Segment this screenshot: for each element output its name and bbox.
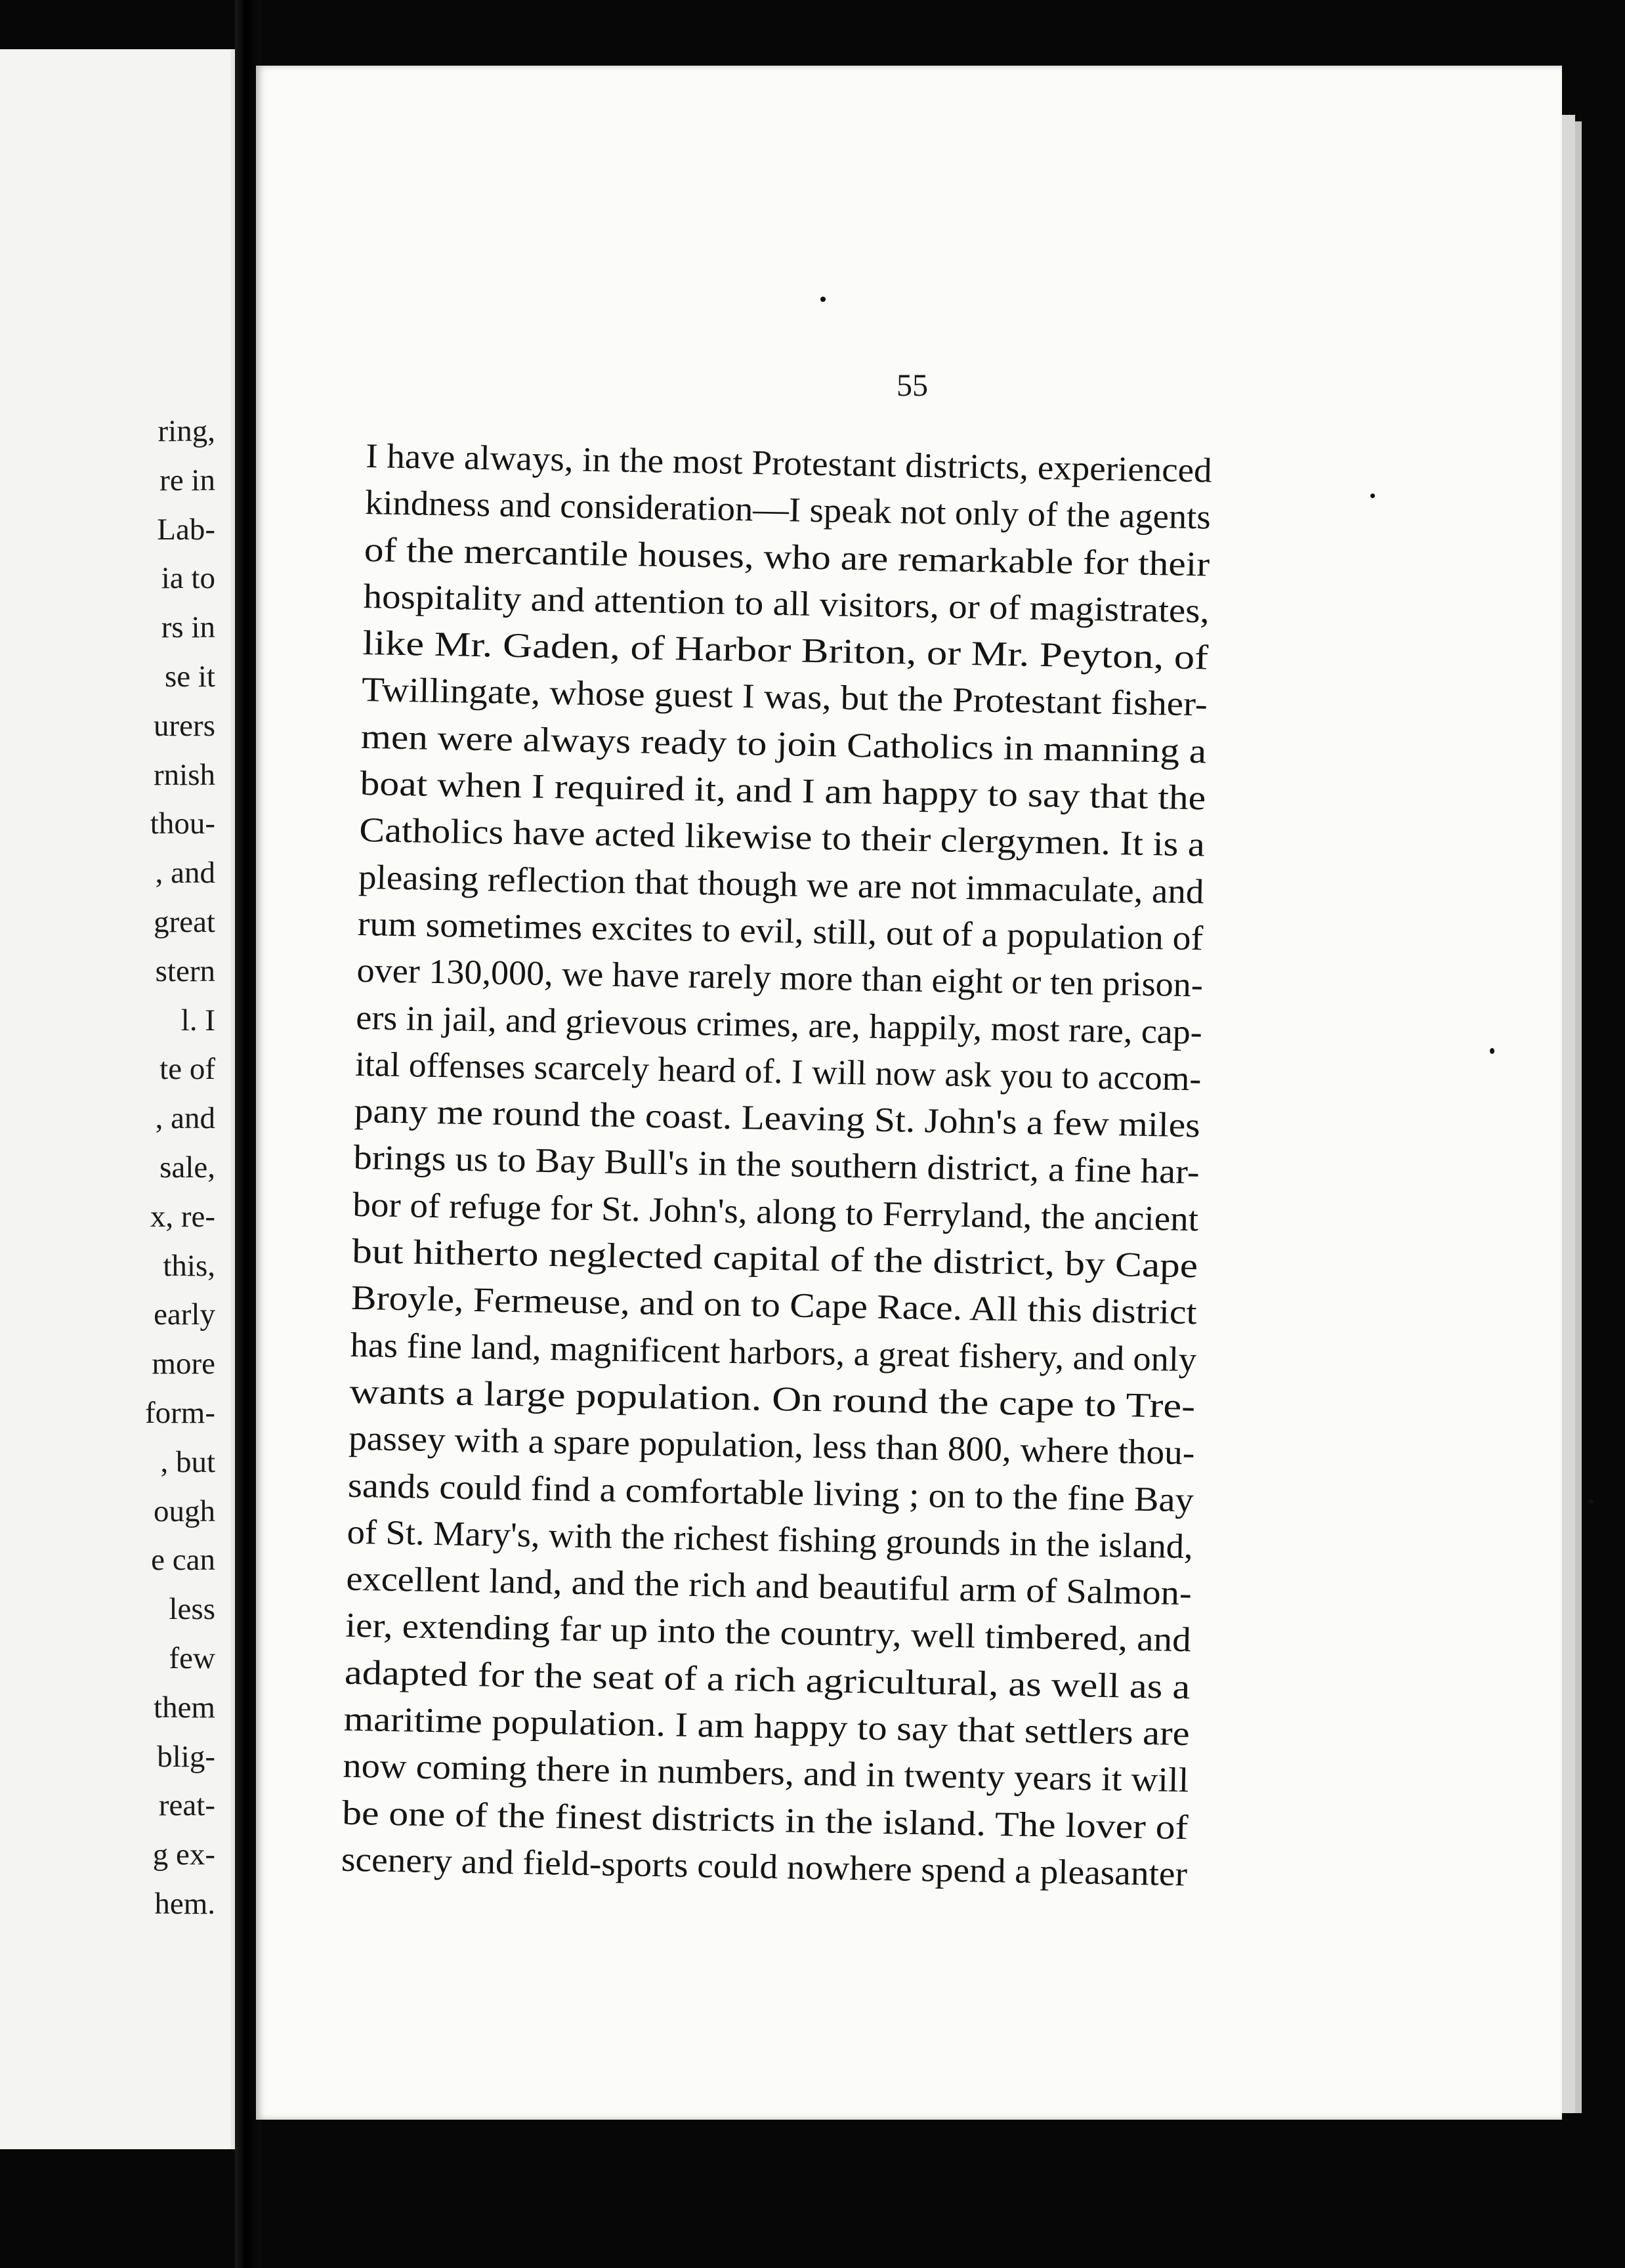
left-page-line: this, (163, 1248, 215, 1283)
left-page-line: stern (155, 954, 215, 988)
text-line: excellent land, and the rich and beautiful arm of Salmon- (346, 1559, 1192, 1613)
text-line: adapted for the seat of a rich agricultural, as well as a (344, 1653, 1191, 1706)
left-page-line: thou- (150, 807, 215, 841)
text-line: like Mr. Gaden, of Harbor Briton, or Mr. Peyton, of (362, 624, 1209, 677)
left-page-line: te of (159, 1052, 215, 1087)
left-page-line: them (154, 1690, 215, 1725)
left-page-line: sale, (159, 1150, 215, 1185)
text-line: Twillingate, whose guest I was, but the Protestant fisher- (361, 671, 1208, 724)
text-line: ers in jail, and grievous crimes, are, happily, most rare, cap- (355, 998, 1203, 1051)
left-page-line: se it (164, 659, 215, 694)
text-line: but hitherto neglected capital of the district, by Cape (351, 1232, 1198, 1286)
text-line: sands could find a comfortable living ; on to the fine Bay (347, 1466, 1194, 1519)
page-number: 55 (897, 368, 928, 403)
text-line: bor of refuge for St. John's, along to Ferryland, the ancient (352, 1185, 1199, 1239)
left-page-line: great (154, 904, 215, 939)
text-line: over 130,000, we have rarely more than eight or ten prison- (356, 952, 1204, 1005)
text-line: scenery and field-sports could nowhere spend a pleasanter (341, 1840, 1188, 1894)
text-line: of the mercantile houses, who are remarkable for their (364, 530, 1210, 584)
body-text (341, 433, 1540, 1904)
left-page-line: ring, (158, 414, 215, 448)
left-page-line: x, re- (150, 1199, 215, 1234)
text-line: pleasing reflection that though we are not immaculate, and (358, 858, 1204, 912)
text-line: has fine land, magnificent harbors, a great fishery, and only (350, 1326, 1197, 1379)
dust-speck (1588, 1500, 1593, 1503)
left-page-line: hem. (154, 1886, 215, 1921)
left-page-line: less (169, 1592, 215, 1627)
left-page-line: form- (144, 1395, 215, 1430)
text-line: pany me round the coast. Leaving St. John's a few miles (354, 1092, 1201, 1145)
left-page-line: reat- (158, 1788, 215, 1823)
text-line: brings us to Bay Bull's in the southern district, a fine har- (353, 1139, 1200, 1192)
text-line: ier, extending far up into the country, well timbered, and (345, 1606, 1192, 1660)
left-page-line: , and (155, 1101, 215, 1136)
left-page-line: Lab- (157, 512, 215, 547)
text-line: rum sometimes excites to evil, still, out of a population of (357, 904, 1204, 958)
left-page-text (145, 407, 215, 1929)
text-line: ital offenses scarcely heard of. I will now ask you to accom- (354, 1045, 1202, 1099)
text-line: men were always ready to join Catholics in manning a (360, 717, 1207, 771)
text-line: boat when I required it, and I am happy to say that the (360, 765, 1206, 818)
left-page-line: e can (151, 1543, 215, 1578)
dust-speck (1370, 494, 1375, 498)
left-page-line: ia to (161, 561, 215, 596)
left-page-line: few (169, 1641, 215, 1675)
text-line: maritime population. I am happy to say that settlers are (343, 1700, 1191, 1754)
left-page-line: rnish (154, 757, 215, 792)
left-page-line: l. I (180, 1003, 215, 1038)
text-line: passey with a spare population, less than 800, where thou- (348, 1419, 1195, 1473)
dust-speck (1490, 1048, 1494, 1054)
text-line: hospitality and attention to all visitors, or of magistrates, (363, 577, 1210, 631)
text-line: wants a large population. On round the cape to Tre- (348, 1372, 1196, 1426)
left-page-line: rs in (161, 610, 215, 645)
text-line: now coming there in numbers, and in twenty years it will (343, 1747, 1189, 1800)
text-line: Catholics have acted likewise to their clergymen. It is a (358, 811, 1206, 864)
text-line: of St. Mary's, with the richest fishing grounds in the island, (347, 1513, 1194, 1566)
text-line: I have always, in the most Protestant districts, experienced (365, 436, 1213, 490)
dust-speck (820, 297, 826, 302)
left-page-line: ough (154, 1494, 215, 1528)
left-page-line: re in (159, 463, 215, 497)
main-page (256, 66, 1562, 2120)
text-line: Broyle, Fermeuse, and on to Cape Race. All this district (350, 1279, 1198, 1332)
left-page-line: blig- (157, 1739, 215, 1774)
left-page-line: early (154, 1297, 215, 1332)
text-line: be one of the finest districts in the island. The lover of (341, 1794, 1189, 1847)
left-page-line: g ex- (152, 1838, 215, 1872)
text-line: kindness and consideration—I speak not only of the agents (364, 484, 1212, 537)
left-facing-page (0, 49, 235, 2149)
left-page-line: , and (155, 856, 215, 891)
left-page-line: , but (160, 1444, 215, 1479)
left-page-line: urers (154, 708, 215, 743)
left-page-line: more (152, 1347, 215, 1381)
